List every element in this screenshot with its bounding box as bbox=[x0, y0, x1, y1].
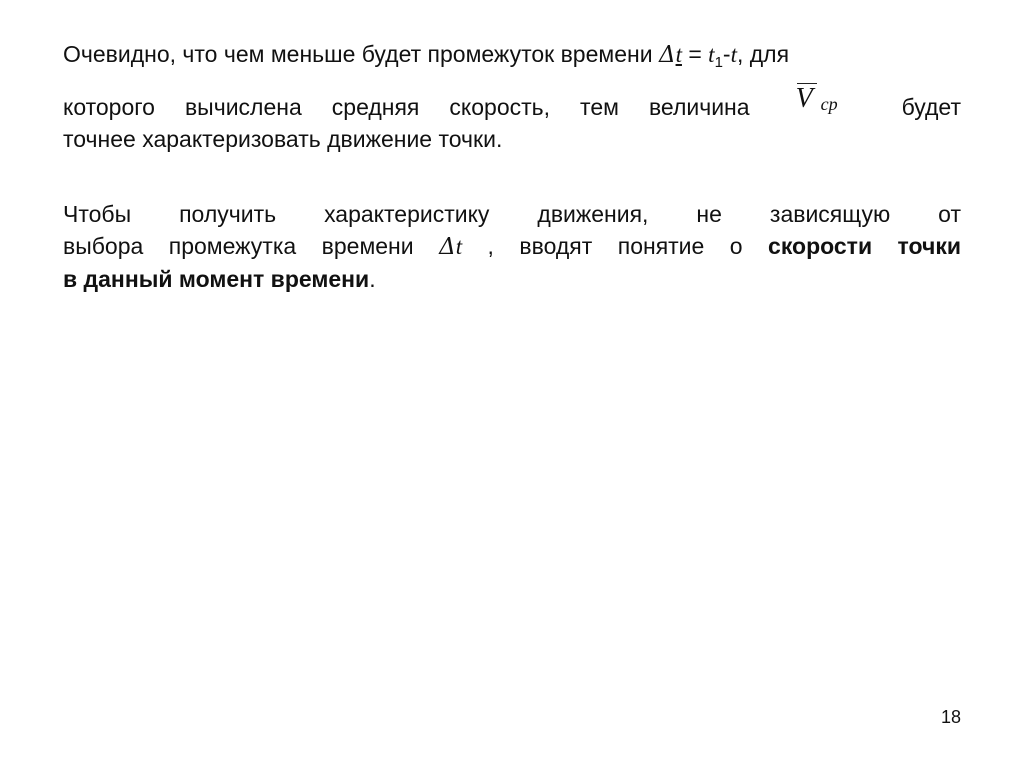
equals: = bbox=[681, 41, 709, 67]
paragraph-1-line-3: точнее характеризовать движение точки. bbox=[63, 126, 503, 152]
bold-term: в данный момент времени bbox=[63, 266, 370, 292]
text: Очевидно, что чем меньше будет промежуток времени bbox=[63, 41, 653, 67]
paragraph-1-line-2 bbox=[63, 83, 961, 123]
paragraph-2-line-3 bbox=[63, 263, 961, 295]
math-t2: t bbox=[730, 42, 737, 67]
paragraph-1 bbox=[63, 38, 961, 155]
velocity-subscript: cp bbox=[820, 94, 838, 114]
paragraph-2 bbox=[63, 198, 961, 295]
velocity-v: V bbox=[795, 83, 813, 114]
bold-term: скорости точки bbox=[768, 233, 961, 259]
text: , для bbox=[736, 41, 790, 67]
delta-symbol: Δ bbox=[658, 42, 676, 68]
paragraph-1-line-1 bbox=[63, 38, 961, 79]
average-velocity-symbol bbox=[780, 83, 872, 121]
math-t1: t bbox=[708, 42, 715, 67]
minus: - bbox=[722, 41, 731, 67]
text: будет bbox=[901, 94, 961, 120]
paragraph-2-line-2 bbox=[63, 230, 961, 263]
text: которого вычислена средняя скорость, тем величина bbox=[63, 94, 750, 120]
text: , вводят понятие о bbox=[462, 233, 769, 259]
delta-symbol: Δ bbox=[439, 234, 456, 260]
page-number: 18 bbox=[940, 707, 961, 727]
subscript-1: 1 bbox=[714, 54, 723, 71]
text: выбора промежутка времени bbox=[63, 233, 414, 259]
math-t: t bbox=[455, 234, 463, 259]
math-t: t bbox=[675, 42, 682, 67]
text: . bbox=[369, 266, 376, 292]
paragraph-2-line-1: Чтобы получить характеристику движения, не зависящую от bbox=[63, 201, 961, 227]
